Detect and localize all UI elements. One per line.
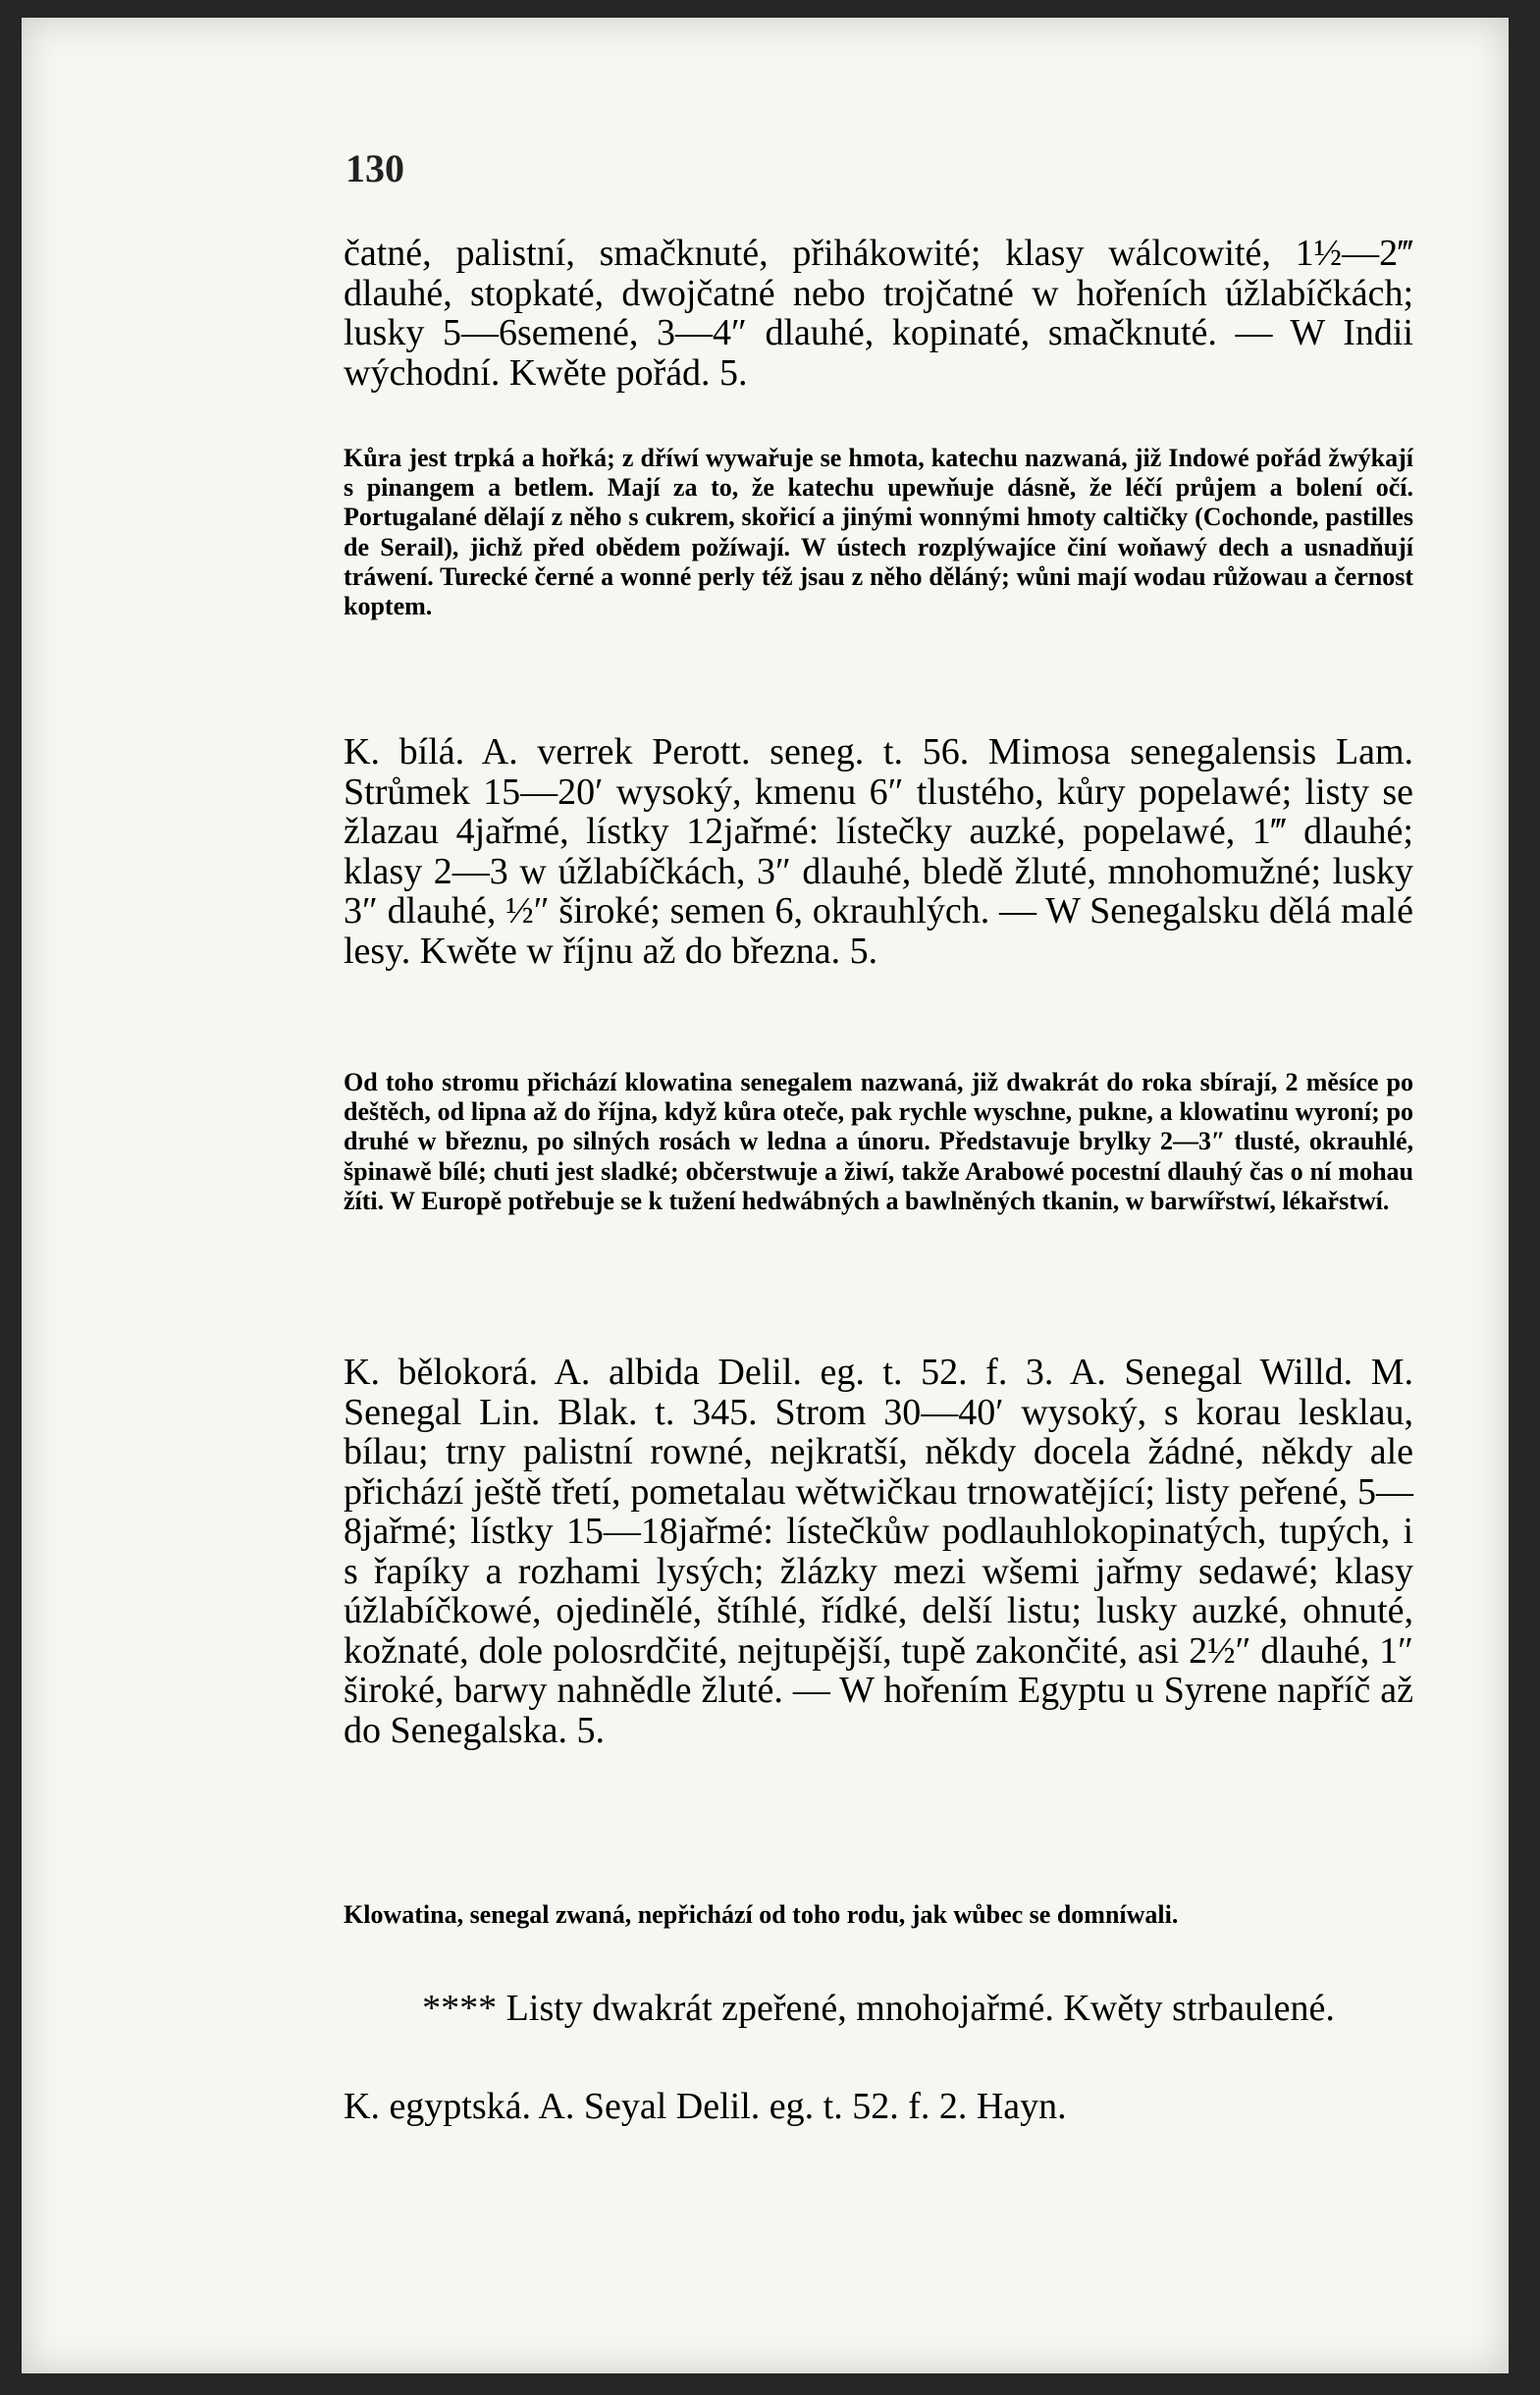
entry-k-bila: K. bílá. A. verrek Perott. seneg. t. 56. Mimosa senegalensis Lam. Strůmek 15—20′ wysoký, kmenu 6″ tlustého, kůry popelawé; listy se žlazau 4jařmé, lístky 12jařmé: lístečky auzké, popelawé, 1‴ dlauhé; klasy 2—3 w úžlabíčkách, 3″ dlauhé, bledě žluté, mnohomužné; lusky 3″ dlauhé, ½″ široké; semen 6, okrauhlých. — W Senegalsku dělá malé lesy. Kwěte w říjnu až do března. 5. — [344, 731, 1413, 972]
paragraph-continuation: čatné, palistní, smačknuté, přihákowité; klasy wálcowité, 1½—2‴ dlauhé, stopkaté, dwojčatné nebo trojčatné w hořeních úžlabíčkách; lusky 5—6semené, 3—4″ dlauhé, kopinaté, smačknuté. — W Indii wýchodní. Kwěte pořád. 5. — [344, 233, 1413, 394]
entry-k-belokora: K. bělokorá. A. albida Delil. eg. t. 52. f. 3. A. Senegal Willd. M. Senegal Lin. Blak. t. 345. Strom 30—40′ wysoký, s korau lesklau, bílau; trny palistní rowné, nejkratší, někdy docela žádné, někdy ale přichází ještě třetí, pometalau wětwičkau trnowatějící; listy peřené, 5—8jařmé; lístky 15—18jařmé: lístečkůw podlauhlokopinatých, tupých, i s řapíky a rozhami lysých; žlázky mezi wšemi jařmy sedawé; klasy úžlabíčkowé, ojedinělé, štíhlé, řídké, delší listu; lusky auzké, ohnuté, kožnaté, dole polosrdčité, nejtupější, tupě zakončité, asi 2½″ dlauhé, 1″ široké, barwy nahnědle žluté. — W hořením Egyptu u Syrene napříč až do Senegalska. 5. — [344, 1352, 1413, 1751]
note-klowatina: Klowatina, senegal zwaná, nepřichází od toho rodu, jak wůbec se domníwali. — [344, 1900, 1179, 1929]
page-number: 130 — [345, 146, 404, 190]
note-katechu: Kůra jest trpká a hořká; z dříwí wywařuje se hmota, katechu nazwaná, již Indowé pořád žwýkají s pinangem a betlem. Mají za to, že katechu upewňuje dásně, že léčí průjem a bolení očí. Portugalané dělají z něho s cukrem, skořicí a jinými wonnými hmoty caltičky (Cochonde, pastilles de Serail), jichž před obědem požíwají. W ústech rozplýwajíce činí woňawý dech a usnadňují tráwení. Turecké černé a wonné perly též jsau z něho děláný; wůni mají wodau růžowau a černost koptem. — [344, 444, 1413, 621]
entry-k-egyptska: K. egyptská. A. Seyal Delil. eg. t. 52. f. 2. Hayn. — [344, 2086, 1067, 2127]
note-senegal-gum: Od toho stromu přichází klowatina senegalem nazwaná, již dwakrát do roka sbírají, 2 měsíce po deštěch, od lipna až do října, když kůra oteče, pak rychle wyschne, pukne, a klowatinu wyroní; po druhé w březnu, po silných rosách w ledna a únoru. Představuje brylky 2—3″ tlusté, okrauhlé, špinawě bílé; chuti jest sladké; občerstwuje a žiwí, takže Arabowé pocestní dlauhý čas o ní mohau žíti. W Europě potřebuje se k tužení hedwábných a bawlněných tkanin, w barwířstwí, lékařstwí. — [344, 1068, 1413, 1215]
section-heading: **** Listy dwakrát zpeřené, mnohojařmé. Kwěty strbaulené. — [422, 1988, 1335, 2029]
